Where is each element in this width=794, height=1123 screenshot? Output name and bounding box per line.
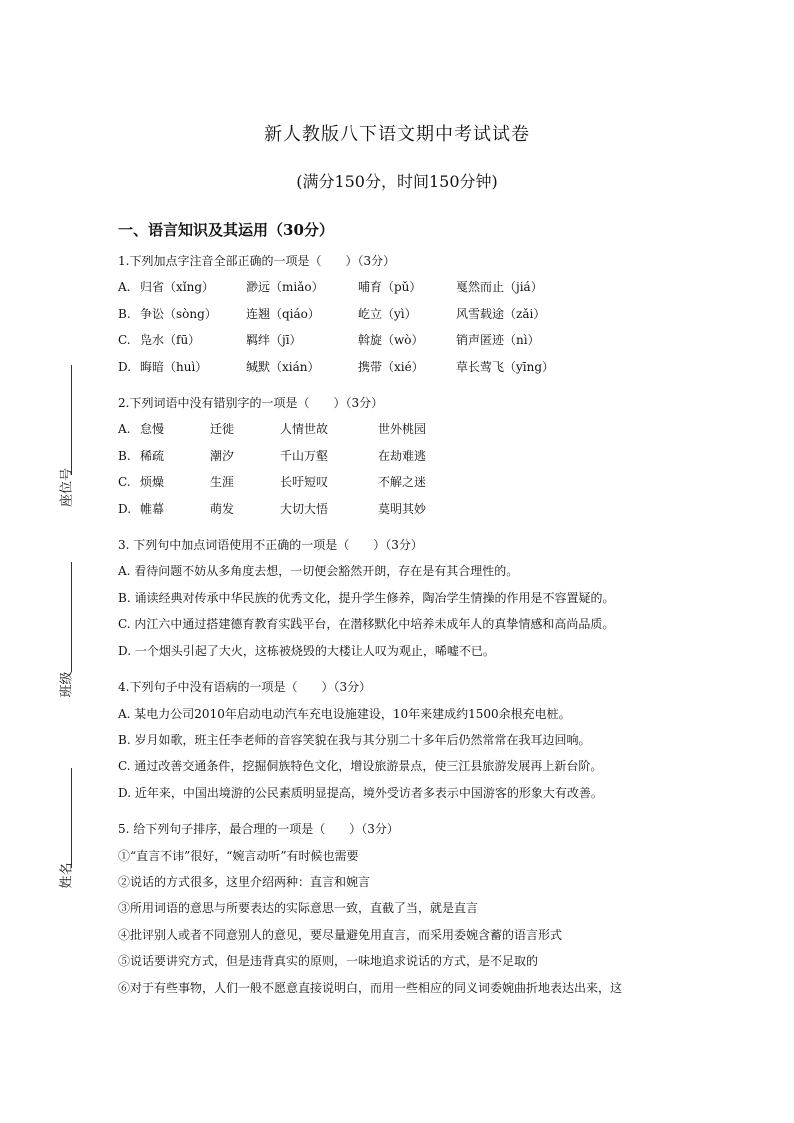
class-line: [71, 562, 72, 672]
question-1-option-c: C. 凫水（fū） 羁绊（jī） 斡旋（wò） 销声匿迹（nì）: [118, 333, 540, 348]
exam-title: 新人教版八下语文期中考试试卷: [264, 124, 530, 145]
question-3-option-b: B. 诵读经典对传承中华民族的优秀文化，提升学生修养，陶冶学生情操的作用是不容置疑的。: [118, 590, 615, 605]
question-5-sentence-2: ②说话的方式很多，这里介绍两种：直言和婉言: [118, 874, 371, 889]
question-5-title: 5. 给下列句子排序，最合理的一项是（ ）（3分）: [118, 822, 399, 837]
question-5-sentence-3: ③所用词语的意思与所要表达的实际意思一致，直截了当，就是直言: [118, 901, 479, 916]
seat-number-line: [71, 365, 72, 475]
question-4-title: 4.下列句子中没有语病的一项是（ ）（3分）: [118, 680, 372, 695]
question-5-sentence-1: ①“直言不讳”很好，“婉言动听”有时候也需要: [118, 848, 359, 863]
question-1-title: 1.下列加点字注音全部正确的一项是（ ）（3分）: [118, 254, 396, 268]
question-2-option-c: C. 烦燥 生涯 长吁短叹 不解之迷: [118, 475, 427, 490]
name-line: [71, 768, 72, 868]
question-1-option-b: B. 争讼（sòng） 连翘（qiáo） 屹立（yì） 风雪载途（zǎi）: [118, 306, 546, 321]
question-1-option-d: D. 晦暗（huì） 缄默（xián） 携带（xié） 草长莺飞（yīng）: [118, 359, 555, 374]
question-4-option-a: A. 某电力公司2010年启动电动汽车充电设施建设，10年来建成约1500余根充电桩。: [118, 706, 571, 721]
question-5-sentence-4: ④批评别人或者不同意别人的意见，要尽量避免用直言，而采用委婉含蓄的语言形式: [118, 927, 563, 942]
question-2-options: [118, 416, 718, 522]
question-5-sentence-6: ⑥对于有些事物，人们一般不愿意直接说明白，而用一些相应的同义词委婉曲折地表达出来，这: [118, 980, 623, 995]
section-heading: 一、语言知识及其运用（30分）: [118, 221, 334, 239]
question-3-option-c: C. 内江六中通过搭建德育教育实践平台，在潜移默化中培养未成年人的真挚情感和高尚品质。: [118, 617, 615, 632]
question-3-option-a: A. 看待问题不妨从多角度去想，一切便会豁然开朗，存在是有其合理性的。: [118, 564, 519, 579]
question-4-option-b: B. 岁月如歌，班主任李老师的音容笑貌在我与其分别二十多年后仍然常常在我耳边回响。: [118, 732, 591, 747]
question-3-title: 3. 下列句中加点词语使用不正确的一项是（ ）（3分）: [118, 538, 423, 553]
question-4-option-c: C. 通过改善交通条件，挖掘侗族特色文化，增设旅游景点，使三江县旅游发展再上新台阶。: [118, 759, 603, 774]
question-2-title: 2.下列词语中没有错别字的一项是（ ）（3分）: [118, 396, 384, 411]
question-5-sentence-5: ⑤说话要讲究方式，但是违背真实的原则，一味地追求说话的方式，是不足取的: [118, 954, 539, 969]
question-4-option-d: D. 近年来，中国出境游的公民素质明显提高，境外受访者多表示中国游客的形象大有改善。: [118, 785, 603, 800]
question-2-option-a: A. 怠慢 迁徙 人情世故 世外桃园: [118, 422, 427, 437]
questions: [118, 248, 718, 1001]
class-label: 班级: [59, 671, 75, 698]
question-1-options: [118, 274, 718, 380]
exam-subtitle: (满分150分，时间150分钟): [296, 172, 498, 191]
question-2-option-d: D. 帷幕 萌发 大切大悟 莫明其妙: [118, 501, 427, 516]
question-1-option-a: A. 归省（xǐng） 渺远（miǎo） 哺育（pǔ） 戛然而止（jiá）: [118, 280, 543, 295]
question-3-option-d: D. 一个烟头引起了大火，这栋被烧毁的大楼让人叹为观止，唏嘘不已。: [118, 643, 495, 658]
question-2-option-b: B. 稀疏 潮汐 千山万壑 在劫难逃: [118, 448, 427, 463]
name-label: 姓名: [59, 862, 75, 889]
seat-number-label: 座位号: [59, 468, 75, 508]
